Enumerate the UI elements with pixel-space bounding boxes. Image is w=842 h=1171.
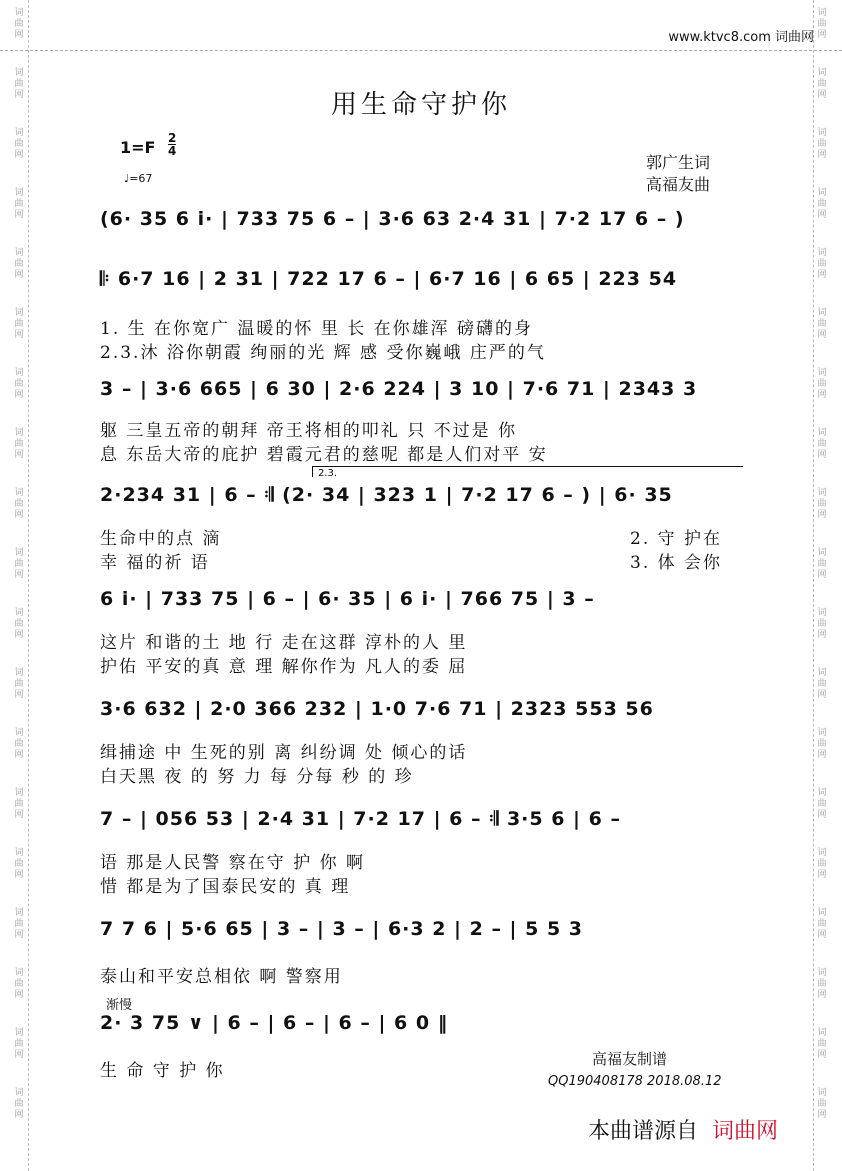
watermark-text: 词 曲 网 — [817, 68, 827, 100]
lyricist: 郭广生词 — [646, 153, 711, 172]
lyric-8: 泰山和平安总相依 啊 警察用 — [100, 967, 343, 987]
score-line-5: 6 i· | 733 75 | 6 – | 6· 35 | 6 i· | 766 75 | 3 – — [100, 588, 595, 610]
lyric-4-verse-2: 幸 福的祈 语 — [100, 553, 210, 573]
watermark-text: 词 曲 网 — [14, 548, 24, 580]
watermark-text: 词 曲 网 — [817, 968, 827, 1000]
watermark-text: 词 曲 网 — [817, 128, 827, 160]
source-prefix: 本曲谱源自 — [588, 1119, 699, 1144]
slowing-mark: 渐慢 — [106, 998, 133, 1013]
lyric-2-verse-2: 2.3.沐 浴你朝霞 绚丽的光 辉 感 受你巍峨 庄严的气 — [100, 343, 546, 363]
score-line-3: 3 – | 3·6 665 | 6 30 | 2·6 224 | 3 10 | 7·6 71 | 2343 3 — [100, 378, 698, 400]
song-title: 用生命守护你 — [330, 90, 511, 120]
watermark-text: 词 曲 网 — [14, 8, 24, 40]
lyric-5-verse-1: 这片 和谐的土 地 行 走在这群 淳朴的人 里 — [100, 633, 468, 653]
score-line-8: 7 7 6 | 5·6 65 | 3 – | 3 – | 6·3 2 | 2 – | 5 5 3 — [100, 918, 584, 940]
lyric-3-verse-2: 息 东岳大帝的庇护 碧霞元君的慈呢 都是人们对平 安 — [100, 445, 548, 465]
watermark-text: 词 曲 网 — [817, 488, 827, 520]
volta-label: 2.3. — [318, 468, 338, 479]
watermark-text: 词 曲 网 — [817, 428, 827, 460]
header-divider — [0, 50, 842, 51]
watermark-text: 词 曲 网 — [817, 308, 827, 340]
watermark-text: 词 曲 网 — [14, 428, 24, 460]
meter-bottom: 4 — [168, 144, 177, 158]
watermark-text: 词 曲 网 — [14, 68, 24, 100]
lyric-5-verse-2: 护佑 平安的真 意 理 解你作为 凡人的委 屈 — [100, 657, 468, 677]
lyric-4-verse-1: 生命中的点 滴 — [100, 529, 222, 549]
source-site-link[interactable]: 词曲网 — [712, 1119, 779, 1144]
watermark-text: 词 曲 网 — [14, 968, 24, 1000]
watermark-text: 词 曲 网 — [817, 788, 827, 820]
lyric-3-verse-1: 躯 三皇五帝的朝拜 帝王将相的叩礼 只 不过是 你 — [100, 421, 518, 441]
lyric-2-verse-1: 1. 生 在你宽广 温暖的怀 里 长 在你雄浑 磅礴的身 — [100, 319, 534, 339]
watermark-text: 词 曲 网 — [14, 128, 24, 160]
score-line-7: 7 – | 056 53 | 2·4 31 | 7·2 17 | 6 – 𝄇 3·5 6 | 6 – — [100, 808, 621, 830]
contact-date: QQ190408178 2018.08.12 — [548, 1074, 722, 1089]
meter-top: 2 — [168, 131, 177, 145]
score-line-4: 2·234 31 | 6 – 𝄇 (2· 34 | 323 1 | 7·2 17 6 – ) | 6· 35 — [100, 484, 673, 506]
watermark-text: 词 曲 网 — [14, 1088, 24, 1120]
score-line-2: 𝄆 6·7 16 | 2 31 | 722 17 6 – | 6·7 16 | 6 65 | 223 54 — [100, 268, 678, 290]
watermark-text: 词 曲 网 — [817, 728, 827, 760]
watermark-text: 词 曲 网 — [817, 1088, 827, 1120]
watermark-text: 词 曲 网 — [817, 548, 827, 580]
lyric-6-verse-2: 白天黑 夜 的 努 力 每 分每 秒 的 珍 — [100, 767, 414, 787]
watermark-text: 词 曲 网 — [14, 188, 24, 220]
watermark-text: 词 曲 网 — [817, 848, 827, 880]
watermark-text: 词 曲 网 — [14, 488, 24, 520]
lyric-7-verse-1: 语 那是人民警 察在守 护 你 啊 — [100, 853, 366, 873]
lyric-4-right-2: 3. 体 会你 — [630, 553, 723, 573]
watermark-text: 词 曲 网 — [14, 608, 24, 640]
source-footer — [588, 1114, 778, 1145]
key-signature: 1=F — [120, 138, 156, 157]
tempo-mark: ♩=67 — [124, 172, 153, 185]
watermark-text: 词 曲 网 — [817, 248, 827, 280]
time-signature — [168, 132, 176, 157]
watermark-text: 词 曲 网 — [14, 788, 24, 820]
lyric-9: 生 命 守 护 你 — [100, 1061, 225, 1081]
score-line-6: 3·6 632 | 2·0 366 232 | 1·0 7·6 71 | 2323 553 56 — [100, 698, 654, 720]
lyric-6-verse-1: 缉捕途 中 生死的别 离 纠纷调 处 倾心的话 — [100, 743, 468, 763]
lyric-7-verse-2: 惜 都是为了国泰民安的 真 理 — [100, 877, 351, 897]
composer: 高福友曲 — [646, 175, 711, 194]
watermark-text: 词 曲 网 — [817, 668, 827, 700]
score-line-9: 2· 3 75 ∨ | 6 – | 6 – | 6 – | 6 0 ‖ — [100, 1012, 449, 1034]
watermark-text: 词 曲 网 — [14, 1028, 24, 1060]
site-url[interactable]: www.ktvc8.com 词曲网 — [668, 30, 814, 45]
watermark-text: 词 曲 网 — [817, 608, 827, 640]
volta-bracket — [312, 466, 743, 477]
arranger-credit: 高福友制谱 — [592, 1050, 668, 1068]
watermark-text: 词 曲 网 — [14, 848, 24, 880]
watermark-text: 词 曲 网 — [817, 908, 827, 940]
watermark-text: 词 曲 网 — [817, 8, 827, 40]
watermark-text: 词 曲 网 — [14, 908, 24, 940]
score-line-1: (6· 35 6 i· | 733 75 6 – | 3·6 63 2·4 31 | 7·2 17 6 – ) — [100, 208, 685, 230]
watermark-text: 词 曲 网 — [14, 728, 24, 760]
lyric-4-right-1: 2. 守 护在 — [630, 529, 723, 549]
watermark-text: 词 曲 网 — [14, 248, 24, 280]
watermark-text: 词 曲 网 — [817, 368, 827, 400]
watermark-text: 词 曲 网 — [14, 368, 24, 400]
watermark-text: 词 曲 网 — [817, 1028, 827, 1060]
watermark-text: 词 曲 网 — [817, 188, 827, 220]
watermark-text: 词 曲 网 — [14, 308, 24, 340]
watermark-text: 词 曲 网 — [14, 668, 24, 700]
